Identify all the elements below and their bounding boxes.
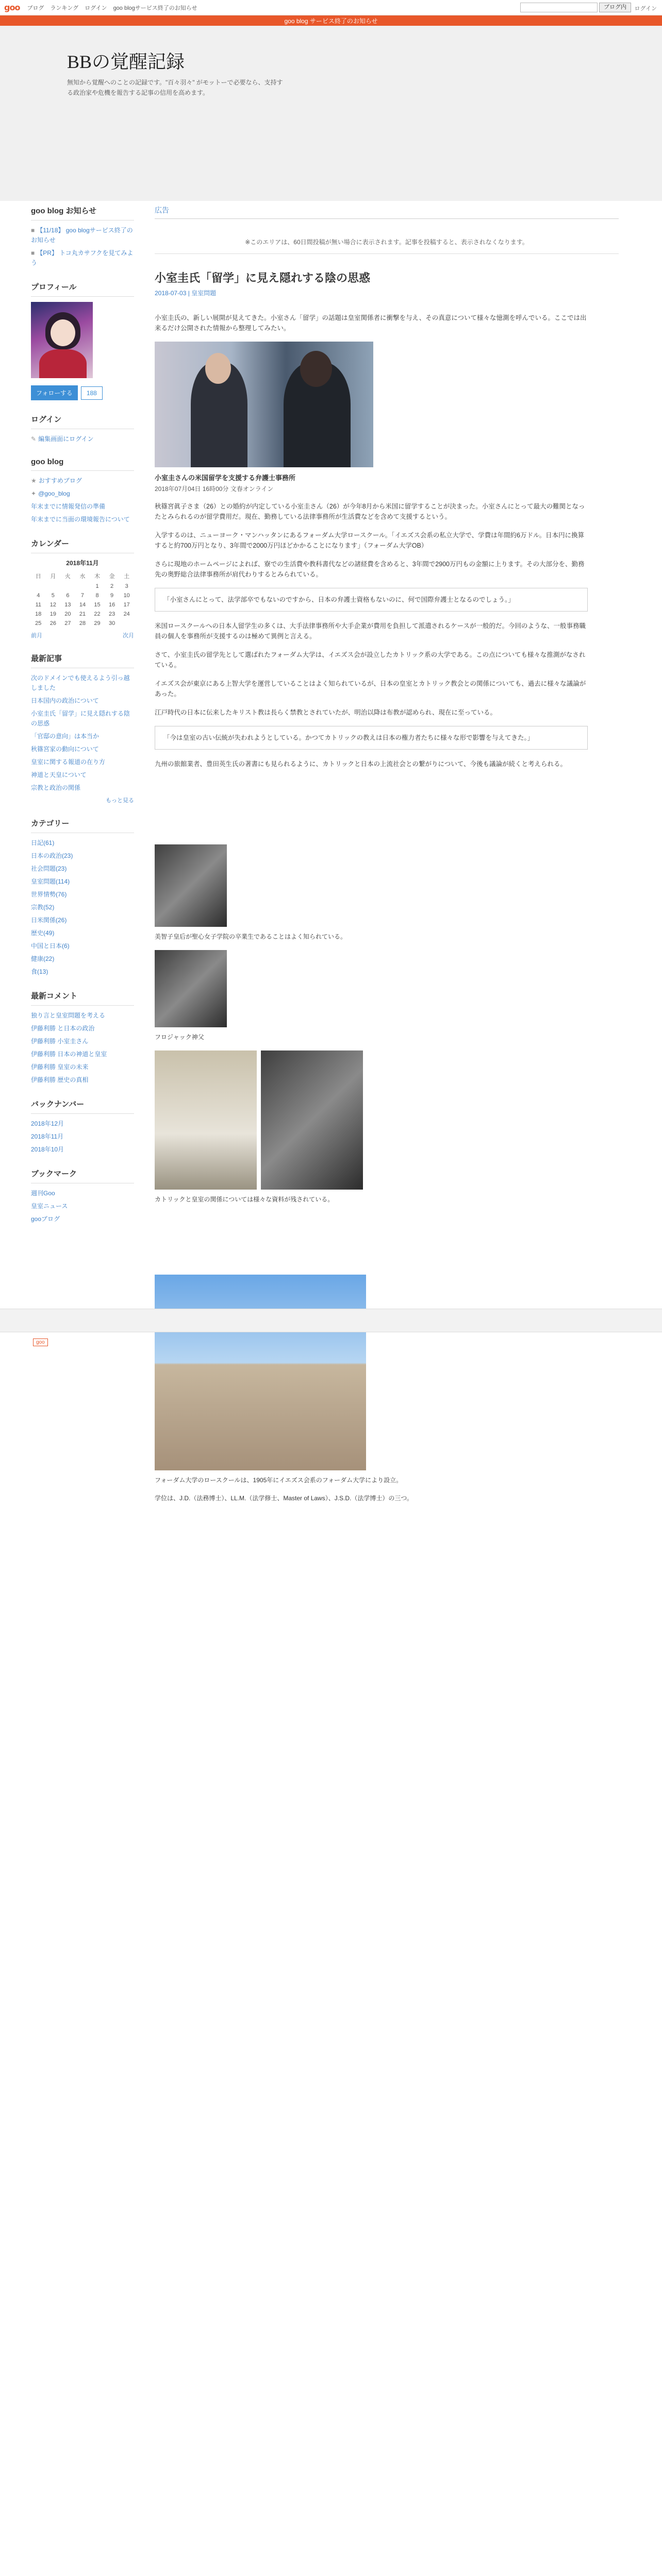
comment-link[interactable]: 伊藤利勝 小室圭さん	[31, 1038, 89, 1045]
backnumber-link[interactable]: 2018年11月	[31, 1133, 64, 1140]
follow-button[interactable]: フォローする	[31, 385, 78, 400]
recent-post-link[interactable]: 神道と天皇について	[31, 771, 87, 778]
blog-description: 無知から覚醒へのことの記録です。"百々羽々" がモットーで必要なら、支持する政治家や危機を報告する記事の信用を高めます。	[67, 79, 283, 96]
historical-photo-3b	[261, 1050, 363, 1190]
photo-caption: 小室圭さんの米国留学を支援する弁護士事務所	[155, 474, 296, 482]
calendar-day[interactable]: 1	[95, 583, 99, 589]
recent-post-link[interactable]: 皇室に関する報道の在り方	[31, 758, 106, 766]
goo-logo[interactable]: goo	[4, 3, 20, 12]
calendar-day[interactable]: 13	[64, 602, 71, 608]
sidebar	[31, 205, 134, 1238]
misc-item-text[interactable]: 年末までに当面の環境報告について	[31, 516, 130, 523]
university-photo	[155, 1275, 366, 1470]
profile-face	[51, 319, 75, 346]
top-link-blog[interactable]: ブログ	[27, 5, 44, 11]
entry-paragraph: 九州の旅館業者、豊田英生氏の著書にも見られるように、カトリックと日本の上流社会との繋がりについて、今後も議論が続くと考えられる。	[155, 760, 567, 768]
entry-paragraph: さて、小室圭氏の留学先として選ばれたフォーダム大学は、イエズス会が設立したカトリック系の大学である。この点についても様々な推測がなされている。	[155, 651, 586, 669]
photo-caption: カトリックと皇室の関係については様々な資料が残されている。	[155, 1196, 334, 1203]
misc-item[interactable]	[31, 515, 134, 524]
backnumber-link[interactable]: 2018年12月	[31, 1120, 64, 1127]
recent-widget	[31, 653, 134, 804]
top-link-login[interactable]: ログイン	[85, 5, 107, 11]
calendar-day[interactable]: 28	[79, 620, 86, 626]
historical-photo-1	[155, 844, 227, 927]
calendar-day[interactable]: 21	[79, 611, 86, 617]
calendar-day[interactable]: 4	[37, 592, 40, 599]
backnumber-widget	[31, 1098, 134, 1155]
calendar-day[interactable]: 3	[125, 583, 128, 589]
entry-paragraph: さらに現地のホームページによれば、寮での生活費や教科書代などの諸経費を含めると、3年間で2900万円もの金額に上ります。その大部分を、勤務先の奥野総合法律事務所が肩代わりするとみられている。	[155, 561, 585, 578]
login-link-text[interactable]: 編集画面にログイン	[38, 435, 94, 443]
search-input[interactable]	[520, 3, 598, 12]
calendar-day-header: 水	[79, 573, 86, 580]
calendar-day-header: 月	[50, 573, 56, 580]
calendar-day[interactable]: 6	[66, 592, 70, 599]
sticky-band	[0, 1309, 662, 1332]
historical-photo-2	[155, 950, 227, 1027]
bird-icon: ✦	[31, 490, 37, 497]
calendar-month: 2018年11月	[66, 560, 99, 567]
ad-label: 広告	[155, 206, 169, 214]
service-notice-link[interactable]: goo blog サービス終了のお知らせ	[284, 17, 378, 25]
calendar-day[interactable]	[31, 582, 46, 591]
recent-post-link[interactable]: 次のドメインでも使えるよう引っ越しました	[31, 674, 130, 691]
top-login-link[interactable]: ログイン	[634, 6, 657, 12]
content-divider	[155, 253, 619, 254]
photo-caption: 学位は、J.D.（法務博士）、LL.M.（法学修士、Master of Laws）、J.S.D.（法学博士）の三つ。	[155, 1495, 413, 1502]
edit-icon: ✎	[31, 435, 37, 443]
comment-link[interactable]: 伊藤利勝 日本の神道と皇室	[31, 1050, 107, 1058]
recent-post-link[interactable]: 宗教と政治の関係	[31, 784, 81, 791]
comment-link[interactable]: 独り言と皇室問題を考える	[31, 1012, 106, 1019]
photo-caption: フロジャック神父	[155, 1033, 204, 1041]
goo-blog-item-text[interactable]: @goo_blog	[38, 490, 70, 497]
ad-notice: ※このエリアは、60日間投稿が無い場合に表示されます。記事を投稿すると、表示されなくなります。	[245, 239, 528, 246]
calendar-day[interactable]: 5	[51, 592, 55, 599]
entry-title[interactable]: 小室圭氏「留学」に見え隠れする陰の思惑	[155, 272, 371, 284]
calendar-day-header: 火	[64, 573, 71, 580]
search-button[interactable]: ブログ内	[599, 3, 631, 12]
calendar-day-header: 土	[124, 573, 130, 580]
recent-post-link[interactable]: 「官邸の意向」は本当か	[31, 733, 100, 740]
calendar-prev-link[interactable]: 前月	[31, 633, 42, 639]
comments-widget-title: 最新コメント	[31, 990, 134, 1006]
blog-title[interactable]: BBの覚醒記録	[67, 52, 185, 72]
category-link[interactable]: 食(13)	[31, 968, 48, 975]
follower-count[interactable]: 188	[81, 386, 103, 400]
category-link[interactable]: 日本の政治(23)	[31, 852, 73, 859]
calendar-day[interactable]: 15	[94, 602, 101, 608]
calendar-day[interactable]: 18	[35, 611, 42, 617]
recent-post-link[interactable]: 日本国内の政治について	[31, 697, 99, 704]
notice-item-text[interactable]: 【PR】 トコ丸カサフクを見てみよう	[31, 249, 134, 266]
photo-caption: フォーダム大学のロースクールは、1905年にイエズス会系のフォーダム大学により設立。	[155, 1477, 403, 1484]
calendar-day[interactable]: 29	[94, 620, 101, 626]
calendar-day[interactable]	[60, 582, 75, 591]
top-nav-bar	[0, 0, 662, 15]
calendar-day[interactable]: 14	[79, 602, 86, 608]
login-link[interactable]	[31, 434, 134, 444]
profile-widget	[31, 281, 134, 400]
login-widget	[31, 414, 134, 444]
category-link[interactable]: 世界情勢(76)	[31, 891, 67, 898]
service-notice-bar	[0, 15, 662, 26]
comment-link[interactable]: 伊藤利勝 と日本の政治	[31, 1025, 95, 1032]
goo-blog-item-text[interactable]: おすすめブログ	[38, 477, 82, 484]
calendar-day[interactable]: 11	[35, 602, 41, 608]
article-photo	[155, 342, 373, 467]
comment-link[interactable]: 伊藤利勝 歴史の真相	[31, 1076, 89, 1083]
calendar-day[interactable]: 7	[80, 592, 85, 599]
bookmark-widget-title: ブックマーク	[31, 1168, 134, 1183]
calendar-day[interactable]: 23	[108, 611, 115, 617]
goo-blog-item[interactable]	[31, 476, 134, 486]
calendar-day[interactable]: 24	[123, 611, 130, 617]
category-link[interactable]: 皇室問題(114)	[31, 878, 70, 885]
recent-post-link[interactable]: 秋篠宮家の動向について	[31, 745, 99, 753]
calendar-nav	[31, 631, 134, 639]
entry-paragraph: 入学するのは、ニューヨーク・マンハッタンにあるフォーダム大学ロースクール。「イエズス会系の私立大学で、学費は年間約6万ドル。日本円に換算すると約700万円となり、3年間で2000万円ほどかかることになります」（フォーダム大学OB）	[155, 532, 585, 549]
notice-widget	[31, 205, 134, 268]
calendar-day-header: 木	[94, 573, 101, 580]
category-widget-title: カテゴリー	[31, 818, 134, 833]
entry-paragraph: イエズス会が東京にある上智大学を運営していることはよく知られているが、日本の皇室とカトリック教会との関係についても、過去に様々な議論があった。	[155, 680, 586, 698]
goo-blog-item[interactable]	[31, 489, 134, 499]
ad-divider	[155, 218, 619, 219]
category-link[interactable]: 健康(22)	[31, 955, 55, 962]
notice-item[interactable]	[31, 226, 134, 245]
top-links	[27, 4, 197, 12]
top-search	[520, 3, 631, 12]
calendar-day[interactable]: 9	[110, 592, 114, 599]
category-link[interactable]: 日記(61)	[31, 839, 55, 846]
backnumber-widget-title: バックナンバー	[31, 1098, 134, 1114]
goo-blog-widget	[31, 457, 134, 524]
entry-date[interactable]: 2018-07-03 | 皇室問題	[155, 290, 217, 297]
calendar-day[interactable]	[46, 582, 61, 591]
comment-link[interactable]: 伊藤利勝 皇室の未来	[31, 1063, 89, 1071]
bookmark-link[interactable]: gooブログ	[31, 1215, 60, 1223]
photo-caption: 美智子皇后が聖心女子学院の卒業生であることはよく知られている。	[155, 933, 347, 940]
category-link[interactable]: 日米関係(26)	[31, 917, 67, 924]
goo-blog-widget-title: goo blog	[31, 457, 134, 471]
category-link[interactable]: 中国と日本(6)	[31, 942, 70, 950]
misc-item[interactable]	[31, 502, 134, 512]
notice-item[interactable]	[31, 248, 134, 268]
entry-paragraph: 江戸時代の日本に伝来したキリスト教は長らく禁教とされていたが、明治以降は布教が認められ、現在に至っている。	[155, 709, 497, 716]
notice-item-text[interactable]: 【11/18】 goo blogサービス終了のお知らせ	[31, 227, 133, 244]
calendar-widget-title: カレンダー	[31, 538, 134, 553]
comments-widget	[31, 990, 134, 1085]
star-icon: ★	[31, 477, 37, 484]
historical-photo-3a	[155, 1050, 257, 1190]
top-link-notice[interactable]: goo blogサービス終了のお知らせ	[113, 5, 197, 11]
calendar-next-link[interactable]: 次月	[123, 633, 134, 639]
calendar-day[interactable]: 17	[123, 602, 130, 608]
category-widget	[31, 818, 134, 977]
calendar-day[interactable]	[119, 619, 134, 628]
category-link[interactable]: 社会問題(23)	[31, 865, 67, 872]
bullet-icon: ■	[31, 249, 35, 257]
calendar-widget	[31, 538, 134, 639]
profile-image[interactable]	[31, 302, 93, 378]
entry-paragraph: 小室圭氏の、新しい展開が見えてきた。小室さん「留学」の話題は皇室関係者に衝撃を与え、その真意について様々な憶測を呼んでいる。ここでは出来るだけ公開された情報から整理してみたい。	[155, 314, 587, 332]
calendar-day[interactable]	[75, 582, 90, 591]
calendar-day[interactable]: 8	[95, 592, 99, 599]
photo-head-2	[300, 351, 332, 387]
goo-blog-badge[interactable]: goo	[33, 1338, 48, 1346]
category-link[interactable]: 歴史(49)	[31, 929, 55, 937]
calendar-table	[31, 570, 134, 628]
profile-body	[39, 349, 87, 378]
top-link-ranking[interactable]: ランキング	[50, 5, 79, 11]
calendar-day[interactable]: 10	[123, 592, 130, 599]
calendar-day[interactable]: 19	[49, 611, 56, 617]
entry-paragraph: 秋篠宮眞子さま（26）との婚約が内定している小室圭さん（26）が今年8月から米国に留学することが決まった。小室さんにとって最大の難関となったとみられるのが留学費用だ。現在、勤務している法律事務所が生活費などを含めて支援するという。	[155, 503, 585, 520]
quote-text: 「小室さんにとって、法学部卒でもないのですから、日本の弁護士資格もないのに、何で国際弁護士となるのでしょう。」	[163, 596, 515, 603]
blog-header	[0, 26, 662, 201]
recent-post-link[interactable]: 小室圭氏「留学」に見え隠れする陰の思惑	[31, 710, 130, 727]
calendar-day[interactable]: 26	[49, 620, 56, 626]
bookmark-widget	[31, 1168, 134, 1224]
calendar-day[interactable]: 16	[108, 602, 115, 608]
category-link[interactable]: 宗教(52)	[31, 904, 55, 911]
bookmark-link[interactable]: 週刊Goo	[31, 1190, 55, 1197]
bookmark-link[interactable]: 皇室ニュース	[31, 1202, 68, 1210]
notice-widget-title: goo blog お知らせ	[31, 205, 134, 221]
calendar-day[interactable]: 30	[108, 620, 115, 626]
calendar-day[interactable]: 27	[64, 620, 71, 626]
entry-quote	[155, 588, 588, 612]
recent-widget-title: 最新記事	[31, 653, 134, 668]
calendar-day[interactable]: 12	[49, 602, 56, 608]
calendar-day[interactable]: 20	[64, 611, 71, 617]
recent-more-link[interactable]: もっと見る	[106, 798, 134, 804]
calendar-day-header: 金	[109, 573, 115, 580]
calendar-day[interactable]: 25	[35, 620, 42, 626]
entry-paragraph: 米国ロースクールへの日本人留学生の多くは、大手法律事務所や大手企業が費用を負担して派遣されるケースが一般的だ。今回のような、一般事務職員の個人を事務所が支援するのは極めて異例と言える。	[155, 622, 586, 640]
calendar-day[interactable]: 2	[110, 583, 114, 589]
bullet-icon: ■	[31, 227, 35, 234]
login-widget-title: ログイン	[31, 414, 134, 429]
photo-source: 2018年07月04日 16時00分 文春オンライン	[155, 485, 274, 493]
entry-quote: 「今は皇室の古い伝統が失われようとしている。かつてカトリックの教えは日本の権力者たちに様々な形で影響を与えてきた。」	[155, 726, 588, 750]
misc-item-text[interactable]: 年末までに情報発信の準備	[31, 503, 106, 510]
calendar-day[interactable]: 22	[94, 611, 101, 617]
calendar-day-header: 日	[35, 573, 41, 580]
profile-widget-title: プロフィール	[31, 281, 134, 297]
photo-head-1	[205, 353, 231, 384]
backnumber-link[interactable]: 2018年10月	[31, 1146, 64, 1153]
